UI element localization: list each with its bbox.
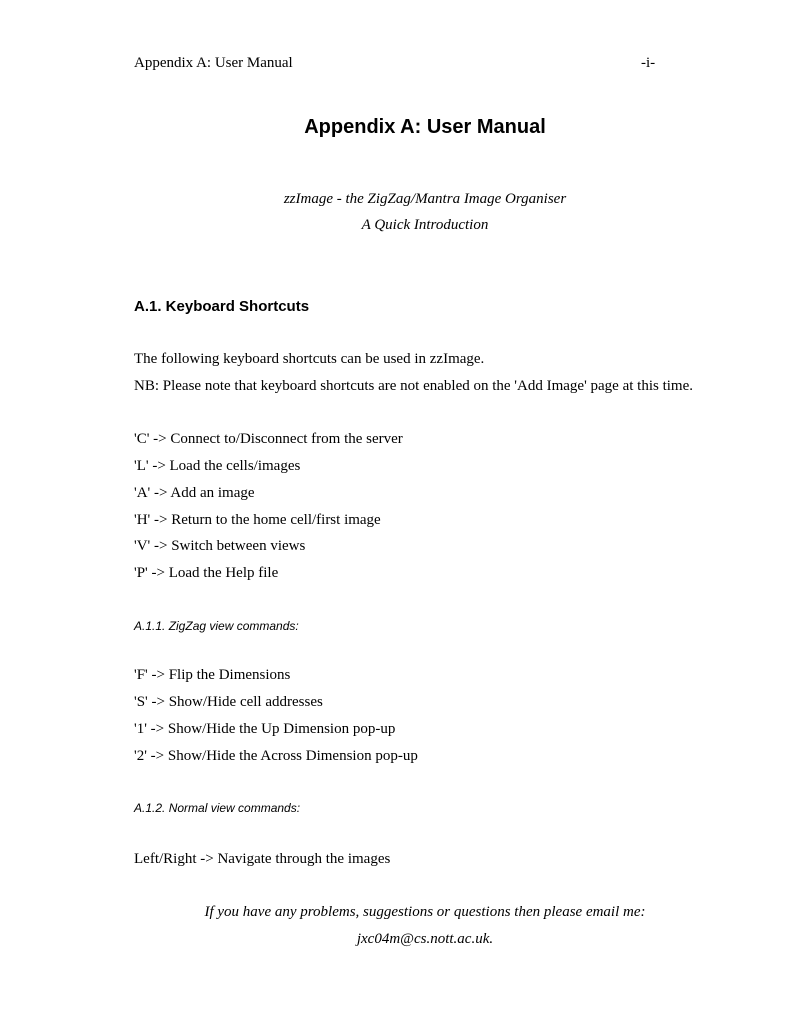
shortcut-item: 'L' -> Load the cells/images <box>134 458 301 474</box>
document-subtitle-2: A Quick Introduction <box>361 217 489 233</box>
running-header-title: Appendix A: User Manual <box>134 55 293 71</box>
page-number: -i- <box>641 55 656 71</box>
shortcut-item: 'H' -> Return to the home cell/first image <box>134 512 381 528</box>
contact-email: jxc04m@cs.nott.ac.uk. <box>356 931 494 947</box>
shortcut-item: 'A' -> Add an image <box>134 485 255 501</box>
section-heading-a1: A.1. Keyboard Shortcuts <box>134 298 310 315</box>
shortcut-item: 'F' -> Flip the Dimensions <box>134 667 291 683</box>
shortcut-item: '1' -> Show/Hide the Up Dimension pop-up <box>134 721 396 737</box>
shortcut-item: 'V' -> Switch between views <box>134 538 306 554</box>
shortcut-item: 'S' -> Show/Hide cell addresses <box>134 694 323 710</box>
intro-paragraph: The following keyboard shortcuts can be used in zzImage. <box>134 351 485 367</box>
shortcut-item: '2' -> Show/Hide the Across Dimension pop-up <box>134 748 418 764</box>
shortcut-item: 'C' -> Connect to/Disconnect from the server <box>134 431 403 447</box>
shortcut-item: 'P' -> Load the Help file <box>134 565 279 581</box>
section-heading-a12: A.1.2. Normal view commands: <box>134 801 301 815</box>
document-title: Appendix A: User Manual <box>304 116 546 138</box>
document-subtitle: zzImage - the ZigZag/Mantra Image Organiser <box>283 191 567 207</box>
shortcut-item: Left/Right -> Navigate through the images <box>134 851 391 867</box>
closing-message: If you have any problems, suggestions or questions then please email me: <box>204 904 646 920</box>
note-paragraph: NB: Please note that keyboard shortcuts are not enabled on the 'Add Image' page at this time. <box>134 378 693 394</box>
section-heading-a11: A.1.1. ZigZag view commands: <box>134 619 299 633</box>
